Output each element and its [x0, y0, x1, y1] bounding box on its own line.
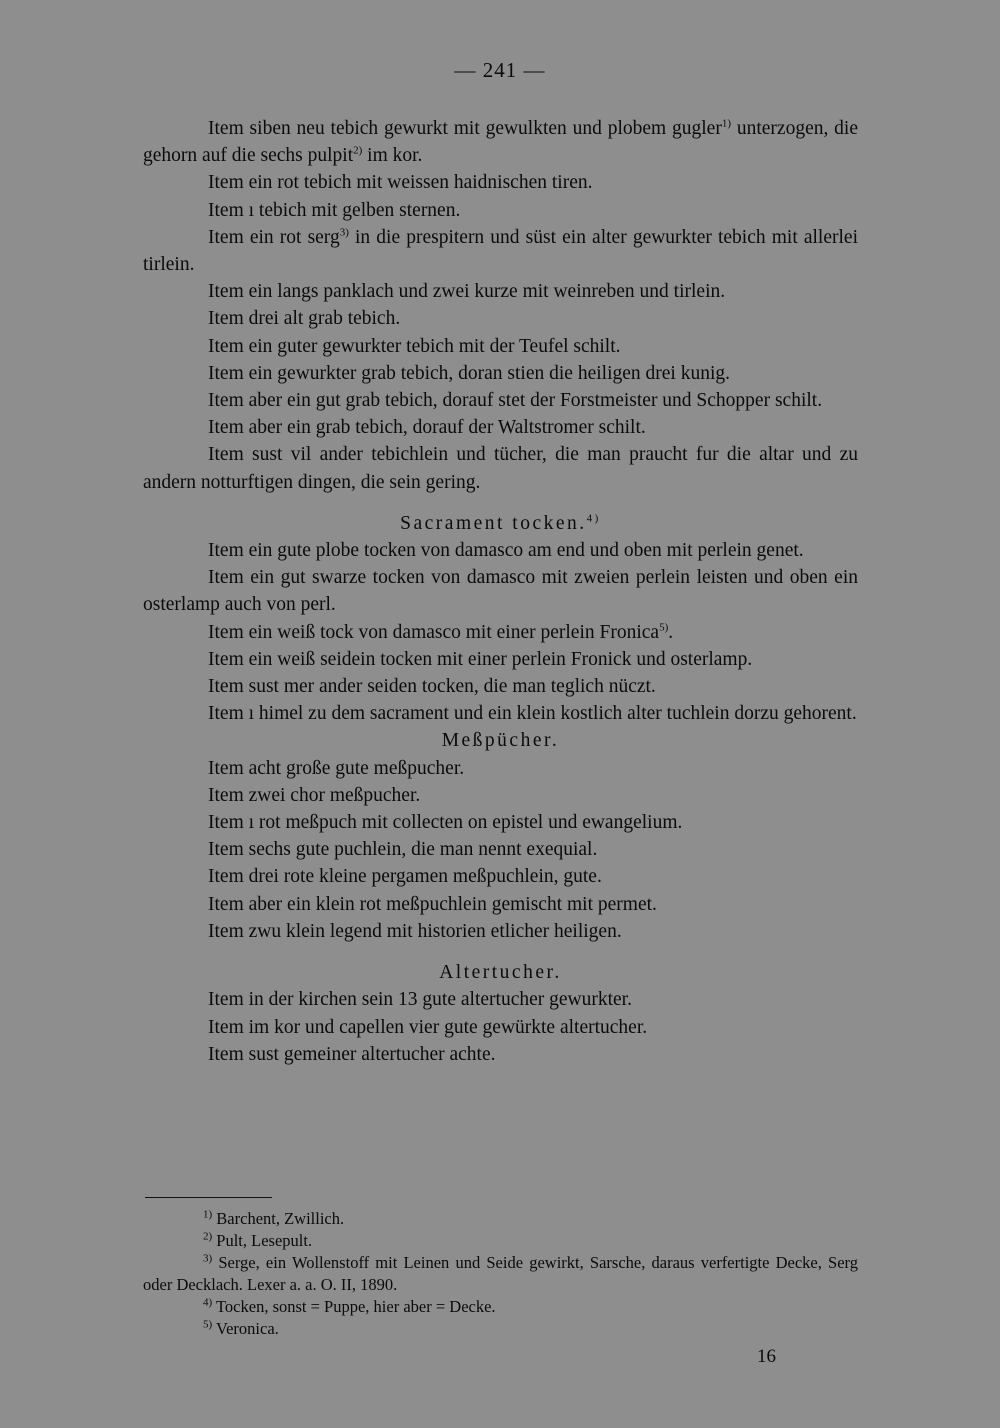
- paragraph: Item ein guter gewurkter tebich mit der Teufel schilt.: [208, 335, 621, 357]
- footnote-mark: 4): [203, 1296, 213, 1309]
- footnote-mark-number: 2: [203, 1230, 209, 1243]
- footnote-ref-number: 3: [339, 226, 346, 239]
- paragraph: Item zwei chor meßpucher.: [208, 784, 421, 806]
- footnote-text: Pult, Lesepult.: [216, 1231, 313, 1250]
- paragraph: Item ein gute plobe tocken von damasco am end und oben mit perlein genet.: [208, 540, 804, 562]
- paragraph: Item acht große gute meßpucher.: [208, 757, 465, 779]
- paragraph: Item ein rot tebich mit weissen haidnischen tiren.: [208, 172, 593, 194]
- section-heading-text: Sacrament tocken.: [400, 512, 587, 534]
- footnote: [143, 1252, 858, 1296]
- footnote-ref: 5): [659, 621, 669, 634]
- footnote-ref: 1): [721, 117, 732, 130]
- paragraph: Item sust gemeiner altertucher achte.: [208, 1043, 496, 1065]
- footnote-mark: 1): [203, 1208, 213, 1221]
- section-heading-altertucher: Altertucher.: [439, 962, 562, 984]
- paragraph: Item sust vil ander tebichlein und tücher, die man praucht fur die altar und zu andern notturftigen dingen, die sein gering.: [143, 444, 858, 493]
- footnote-mark-number: 3: [203, 1252, 209, 1265]
- footnote-ref-number: 5: [659, 621, 665, 634]
- footnote-ref: 4): [586, 512, 601, 525]
- paragraph: Item ı himel zu dem sacrament und ein klein kostlich alter tuchlein dorzu gehorent.: [208, 703, 857, 725]
- footnote-ref-number: 2: [353, 144, 359, 157]
- paragraph: Item ein weiß seidein tocken mit einer perlein Fronick und osterlamp.: [208, 648, 753, 670]
- footnote-mark-number: 4: [203, 1296, 209, 1309]
- footnote-ref: 3): [339, 226, 349, 239]
- paragraph-text: Item ein weiß tock von damasco mit einer perlein Fronica: [208, 621, 660, 643]
- paragraph: Item sust mer ander seiden tocken, die man teglich nüczt.: [208, 676, 656, 698]
- footnote-mark: 5): [203, 1318, 213, 1331]
- paragraph-text: Item siben neu tebich gewurkt mit gewulkten und plobem gugler: [208, 118, 722, 139]
- paragraph-text: .: [668, 621, 674, 643]
- paragraph-text: in die prespitern und süst ein alter gewurkter tebich mit allerlei tirlein.: [143, 226, 858, 276]
- paragraph: Item ı rot meßpuch mit collecten on epistel und ewangelium.: [208, 812, 683, 834]
- paragraph: Item aber ein klein rot meßpuchlein gemischt mit permet.: [208, 893, 657, 915]
- paragraph-text: unterzogen, die gehorn auf die sechs pulpit: [143, 118, 858, 167]
- paragraph: Item zwu klein legend mit historien etlicher heiligen.: [208, 920, 622, 942]
- main-text: [143, 115, 858, 1068]
- footnote: [143, 1318, 858, 1340]
- paragraph: Item drei alt grab tebich.: [208, 308, 401, 330]
- paragraph: Item ein gut swarze tocken von damasco mit zweien perlein leisten und oben ein osterlamp auch von perl.: [143, 567, 858, 616]
- paragraph: Item sechs gute puchlein, die man nennt exequial.: [208, 839, 598, 861]
- footnote-mark-number: 1: [203, 1208, 209, 1221]
- paragraph: Item ein langs panklach und zwei kurze mit weinreben und tirlein.: [208, 281, 726, 303]
- paragraph: Item aber ein gut grab tebich, dorauf stet der Forstmeister und Schopper schilt.: [208, 390, 823, 412]
- section-heading-sacrament: [143, 510, 858, 537]
- section-heading-messpucher: Meßpücher.: [441, 730, 560, 752]
- paragraph: Item drei rote kleine pergamen meßpuchlein, gute.: [208, 866, 602, 888]
- paragraph: [143, 619, 858, 646]
- paragraph: [143, 224, 858, 278]
- paragraph: Item ein gewurkter grab tebich, doran stien die heiligen drei kunig.: [208, 362, 730, 384]
- footnote-ref-number: 1: [721, 117, 728, 130]
- footnotes: [143, 1208, 858, 1340]
- paragraph: [143, 115, 858, 169]
- footnote-text: Veronica.: [216, 1319, 279, 1338]
- footnote-text: Tocken, sonst = Puppe, hier aber = Decke.: [216, 1297, 496, 1316]
- footnote-ref-number: 4: [586, 512, 595, 525]
- paragraph: Item im kor und capellen vier gute gewürkte altertucher.: [208, 1016, 648, 1038]
- paragraph-text: im kor.: [362, 145, 423, 167]
- footnote-ref: 2): [353, 144, 363, 157]
- footnote: [143, 1296, 858, 1318]
- footnote-text: Serge, ein Wollenstoff mit Leinen und Seide gewirkt, Sarsche, daraus verfertigte Decke, Serg oder Decklach. Lexer a. a. O. II, 1890.: [143, 1253, 859, 1294]
- paragraph: Item aber ein grab tebich, dorauf der Waltstromer schilt.: [208, 417, 646, 439]
- paragraph: Item ı tebich mit gelben sternen.: [208, 199, 461, 221]
- footnote-mark: 3): [203, 1252, 213, 1265]
- page-number-header: — 241 —: [454, 58, 546, 82]
- signature-mark: 16: [757, 1346, 776, 1367]
- footnote-divider: [145, 1197, 272, 1198]
- footnote: [143, 1230, 858, 1252]
- footnote: [143, 1208, 858, 1230]
- footnote-mark: 2): [203, 1230, 213, 1243]
- footnote-mark-number: 5: [203, 1318, 209, 1331]
- footnote-text: Barchent, Zwillich.: [216, 1209, 345, 1228]
- paragraph-text: Item ein rot serg: [208, 226, 340, 248]
- paragraph: Item in der kirchen sein 13 gute altertucher gewurkter.: [208, 989, 632, 1011]
